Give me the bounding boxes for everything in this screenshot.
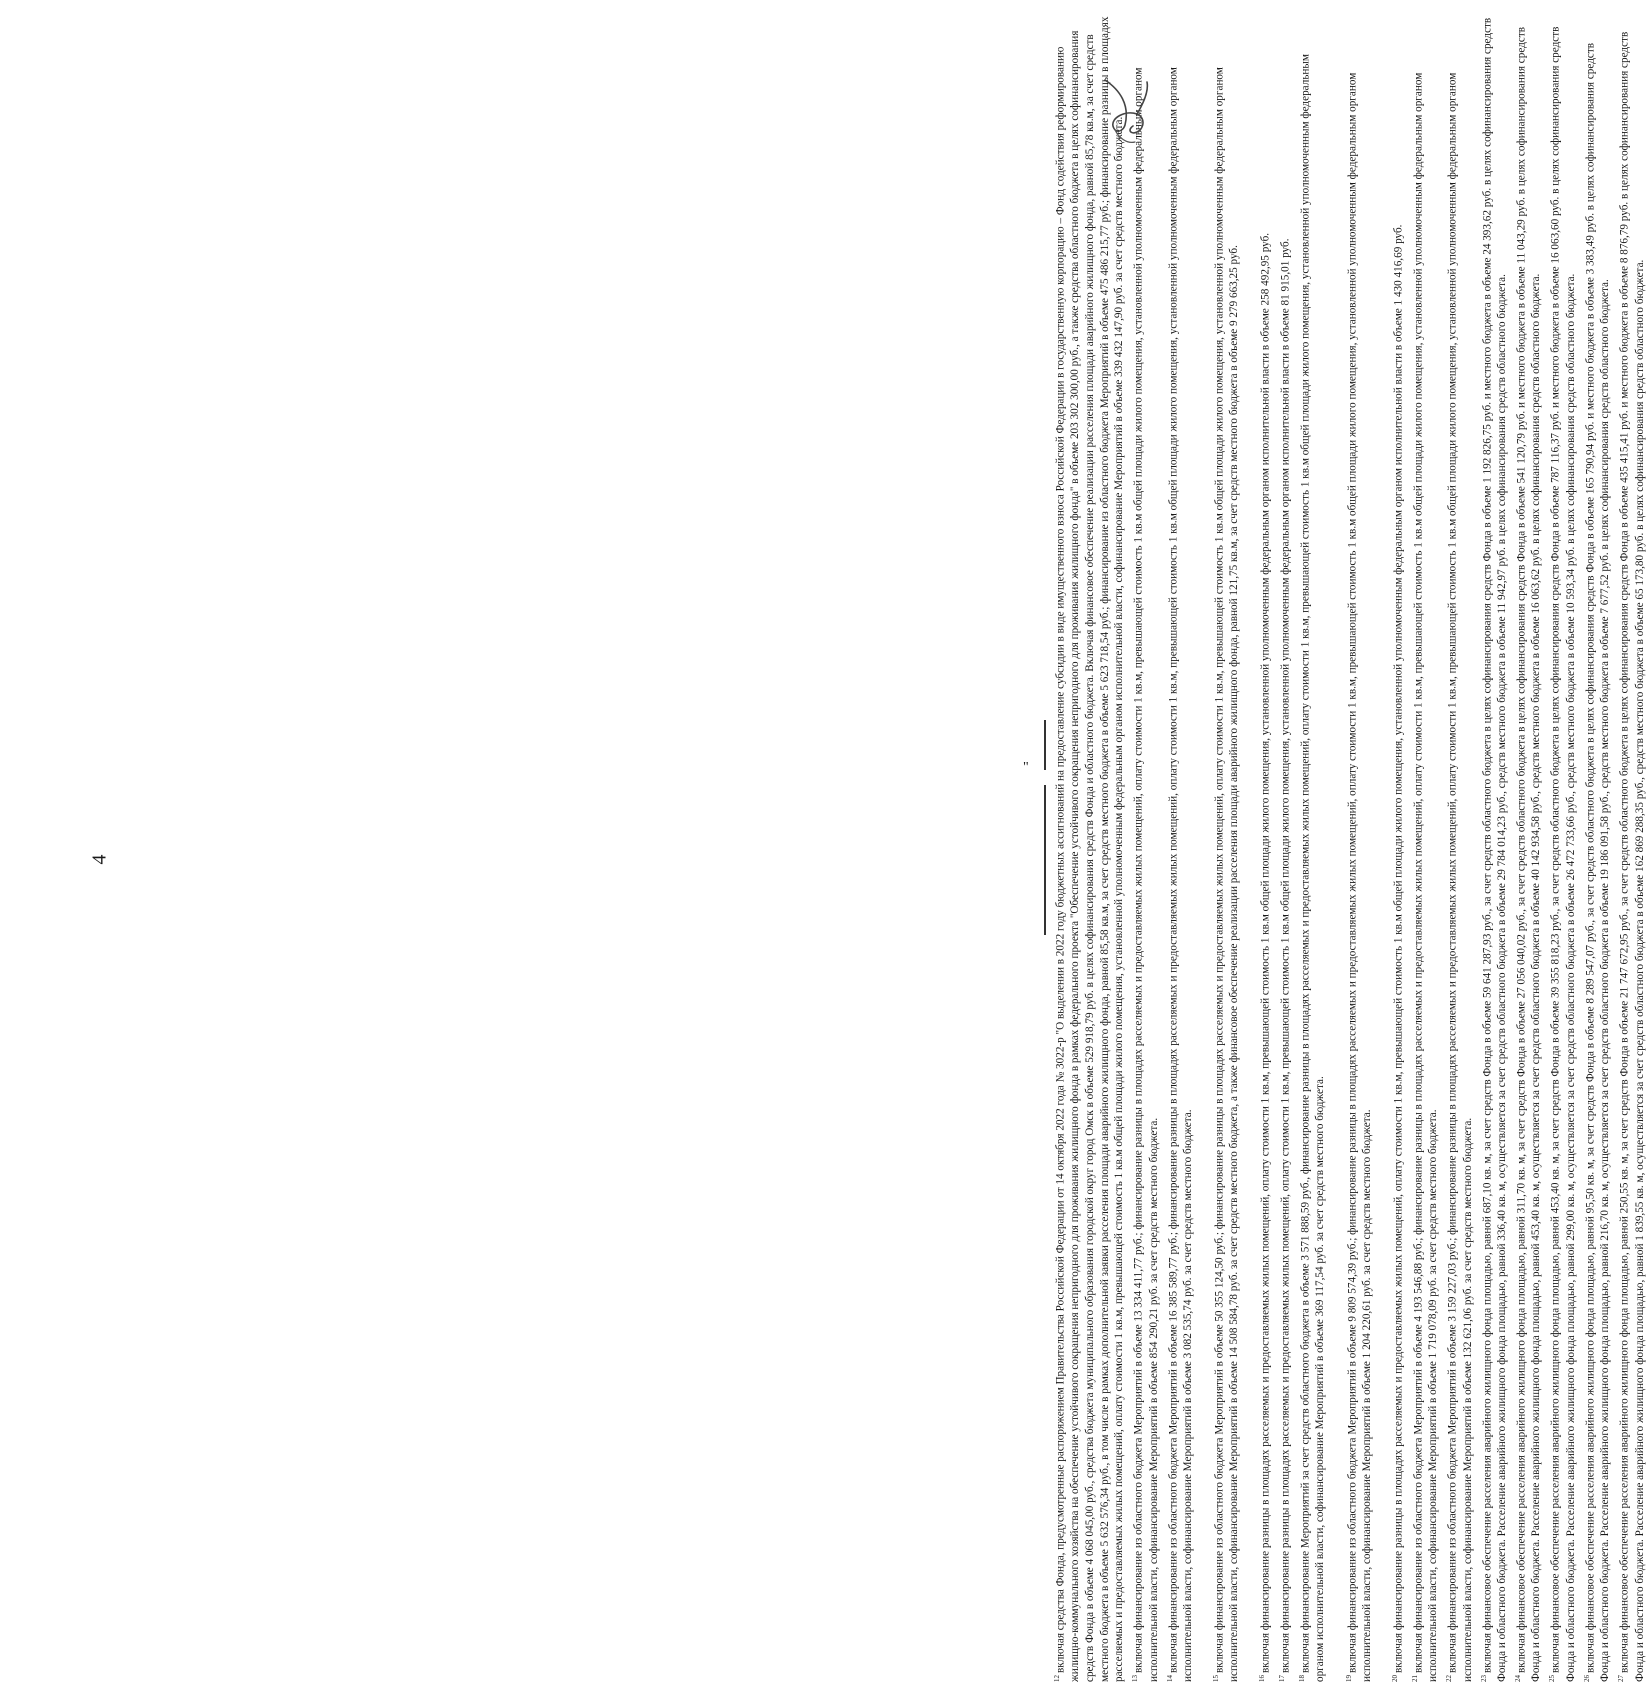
footnote-number: 18 <box>1298 1675 1307 1682</box>
footnote-text: включая финансирование из областного бюджета Мероприятий в объеме 9 809 574,39 руб.; финансирование разницы в площадях расселяемых и предоставляемых жилых помещений, оплату стоимости 1 кв.м, превышающей стоимость 1 кв.м общей площади жилого помещения, установленной уполномоченным федеральным органом исполнительной власти, софинансирование Мероприятий в объеме 1 204 220,61 руб. за счет средств местного бюджета. <box>1346 72 1373 1682</box>
footnote-number: 22 <box>1445 1675 1454 1682</box>
footnote-number: 13 <box>1131 1675 1140 1682</box>
footnote-number: 21 <box>1410 1675 1419 1682</box>
closing-quote-mark: " <box>1023 760 1029 775</box>
footnote-text: включая финансовое обеспечение расселения аварийного жилищного фонда площадью, равной 687,10 кв. м, за счет средств Фонда в объеме 59 641 287,93 руб., за счет средств областного бюджета в целях софинансирования средств Фонда в объеме 1 192 826,75 руб. и местного бюджета в объеме 24 393,62 руб. в целях софинансирования средств Фонда и областного бюджета. Расселение аварийного жилищного фонда площадью, равной 336,40 кв. м, осуществляется за счет средств областного бюджета в объеме 29 784 014,23 руб., средств местного бюджета в объеме 11 942,97 руб. в целях софинансирования средств областного бюджета. <box>1481 17 1508 1682</box>
footnote-number: 23 <box>1479 1675 1488 1682</box>
footnote-text: включая финансирование из областного бюджета Мероприятий в объеме 3 159 227,03 руб.; финансирование разницы в площадях расселяемых и предоставляемых жилых помещений, оплату стоимости 1 кв.м, превышающей стоимость 1 кв.м общей площади жилого помещения, установленной уполномоченным федеральным органом исполнительной власти, софинансирование Мероприятий в объеме 132 621,06 руб. за счет средств местного бюджета. <box>1446 72 1474 1682</box>
footnote-12 <box>1050 14 1127 1682</box>
footnote-text: включая финансовое обеспечение расселения аварийного жилищного фонда площадью, равной 250,55 кв. м, за счет средств Фонда в объеме 21 747 672,95 руб., за счет средств областного бюджета в целях софинансирования средств Фонда в объеме 435 415,41 руб. и местного бюджета в объеме 8 876,79 руб. в целях софинансирования средств Фонда и областного бюджета. Расселение аварийного жилищного фонда площадью, равной 1 839,55 кв. м, осуществляется за счет средств областного бюджета в объеме 162 869 288,35 руб., средств местного бюджета в объеме 65 173,80 руб. в целях софинансирования средств областного бюджета. <box>1619 31 1646 1682</box>
footnote-text: включая финансовое обеспечение расселения аварийного жилищного фонда площадью, равной 95,50 кв. м, за счет средств Фонда в объеме 8 289 547,07 руб., за счет средств областного бюджета в целях софинансирования средств Фонда в объеме 165 790,94 руб. и местного бюджета в объеме 3 383,49 руб. в целях софинансирования средств Фонда и областного бюджета. Расселение аварийного жилищного фонда площадью, равной 216,70 кв. м, осуществляется за счет средств областного бюджета в объеме 19 186 091,58 руб., средств местного бюджета в объеме 7 677,52 руб. в целях софинансирования средств областного бюджета. <box>1584 42 1612 1682</box>
footnote-23 <box>1477 14 1510 1682</box>
footnote-text: включая финансирование из областного бюджета Мероприятий в объеме 13 334 411,77 руб.; финансирование разницы в площадях расселяемых и предоставляемых жилых помещений, оплату стоимости 1 кв.м, превышающей стоимость 1 кв.м общей площади жилого помещения, установленной уполномоченным федеральным органом исполнительной власти, софинансирование Мероприятий в объеме 854 290,21 руб. за счет средств местного бюджета. <box>1132 67 1160 1682</box>
footnote-number: 14 <box>1165 1675 1174 1682</box>
footnote-text: включая финансирование разницы в площадях расселяемых и предоставляемых жилых помещений, оплату стоимости 1 кв.м, превышающей стоимость 1 кв.м общей площади жилого помещения, установленной уполномоченным федеральным органом исполнительной власти в объеме 258 492,95 руб. <box>1260 232 1273 1673</box>
footnote-number: 20 <box>1390 1675 1399 1682</box>
footnote-18 <box>1295 14 1328 1682</box>
footnote-17 <box>1275 14 1293 1682</box>
footnote-number: 17 <box>1278 1675 1287 1682</box>
footnote-26 <box>1580 14 1613 1682</box>
footnote-number: 16 <box>1258 1675 1267 1682</box>
separator-line-short <box>1044 720 1046 770</box>
footnote-text: включая финансирование разницы в площадях расселяемых и предоставляемых жилых помещений, оплату стоимости 1 кв.м, превышающей стоимость 1 кв.м общей площади жилого помещения, установленной уполномоченным федеральным органом исполнительной власти в объеме 1 430 416,69 руб. <box>1392 224 1405 1673</box>
footnote-20 <box>1388 14 1406 1682</box>
footnote-19 <box>1342 14 1375 1682</box>
footnote-text: включая финансирование из областного бюджета Мероприятий в объеме 16 385 589,77 руб.; финансирование разницы в площадях расселяемых и предоставляемых жилых помещений, оплату стоимости 1 кв.м, превышающей стоимость 1 кв.м общей площади жилого помещения, установленной уполномоченным федеральным органом исполнительной власти, софинансирование Мероприятий в объеме 3 082 535,74 руб. за счет средств местного бюджета. <box>1167 67 1194 1682</box>
footnote-24 <box>1511 14 1544 1682</box>
footnote-text: включая финансовое обеспечение расселения аварийного жилищного фонда площадью, равной 311,70 кв. м, за счет средств Фонда в объеме 27 056 040,02 руб., за счет средств областного бюджета в целях софинансирования средств Фонда в объеме 541 120,79 руб. и местного бюджета в объеме 11 043,29 руб. в целях софинансирования средств Фонда и областного бюджета. Расселение аварийного жилищного фонда площадью, равной 453,40 кв. м, осуществляется за счет средств областного бюджета в объеме 40 142 934,58 руб., средств местного бюджета в объеме 16 063,62 руб. в целях софинансирования средств областного бюджета. <box>1515 27 1543 1682</box>
footnote-text: включая финансирование разницы в площадях расселяемых и предоставляемых жилых помещений, оплату стоимости 1 кв.м, превышающей стоимость 1 кв.м общей площади жилого помещения, установленной уполномоченным федеральным органом исполнительной власти в объеме 81 915,01 руб. <box>1280 238 1293 1673</box>
footnote-14 <box>1163 14 1196 1682</box>
footnote-text: включая финансирование из областного бюджета Мероприятий в объеме 4 193 546,88 руб.; финансирование разницы в площадях расселяемых и предоставляемых жилых помещений, оплату стоимости 1 кв.м, превышающей стоимость 1 кв.м общей площади жилого помещения, установленной уполномоченным федеральным органом исполнительной власти, софинансирование Мероприятий в объеме 1 719 078,09 руб. за счет средств местного бюджета. <box>1412 72 1440 1682</box>
footnote-number: 26 <box>1582 1675 1591 1682</box>
separator-line-long <box>1044 785 1046 935</box>
footnotes-list <box>1050 14 1649 1682</box>
footnote-text: включая финансирование Мероприятий за счет средств областного бюджета в объеме 3 571 888,59 руб., финансирование разницы в площадях расселяемых и предоставляемых жилых помещений, оплату стоимости 1 кв.м, превышающей стоимость 1 кв.м общей площади жилого помещения, установленной уполномоченным федеральным органом исполнительной власти, софинансирование Мероприятий в объеме 369 117,54 руб. за счет средств местного бюджета. <box>1299 54 1327 1682</box>
footnote-15 <box>1209 14 1242 1682</box>
footnote-number: 27 <box>1617 1675 1626 1682</box>
footnote-number: 25 <box>1548 1675 1557 1682</box>
footnote-number: 12 <box>1053 1675 1061 1682</box>
footnote-text: включая финансовое обеспечение расселения аварийного жилищного фонда площадью, равной 453,40 кв. м, за счет средств Фонда в объеме 39 355 818,23 руб., за счет средств областного бюджета в целях софинансирования средств Фонда в объеме 787 116,37 руб. и местного бюджета в объеме 16 063,60 руб. в целях софинансирования средств Фонда и областного бюджета. Расселение аварийного жилищного фонда площадью, равной 299,00 кв. м, осуществляется за счет средств областного бюджета в объеме 26 472 733,66 руб., средств местного бюджета в объеме 10 593,34 руб. в целях софинансирования средств областного бюджета. <box>1550 26 1577 1682</box>
signature-mark <box>1075 70 1165 150</box>
footnote-22 <box>1442 14 1475 1682</box>
page-number: 4 <box>88 854 111 865</box>
footnote-number: 15 <box>1212 1675 1221 1682</box>
footnote-16 <box>1255 14 1273 1682</box>
footnote-13 <box>1128 14 1161 1682</box>
footnote-text: включая финансирование из областного бюджета Мероприятий в объеме 50 355 124,50 руб.; финансирование разницы в площадях расселяемых и предоставляемых жилых помещений, оплату стоимости 1 кв.м, превышающей стоимость 1 кв.м общей площади жилого помещения, установленной уполномоченным федеральным органом исполнительной власти, софинансирование Мероприятий в объеме 14 508 584,78 руб. за счет средств местного бюджета, а также финансовое обеспечение реализации расселения площади аварийного жилищного фонда, равной 121,75 кв.м, за счет средств местного бюджета в объеме 9 279 663,25 руб. <box>1213 67 1241 1682</box>
footnote-number: 19 <box>1344 1675 1353 1682</box>
footnote-text: включая средства Фонда, предусмотренные распоряжением Правительства Российской Федерации от 14 октября 2022 года № 3022-р "О выделении в 2022 году бюджетных ассигнований на предоставление субсидии в виде имущественного взноса Российской Федерации в государственную корпорацию – Фонд содействия реформированию жилищно-коммунального хозяйства на обеспечение устойчивого сокращения непригодного для проживания жилищного фонда в рамках федерального проекта "Обеспечение устойчивого сокращения непригодного для проживания жилищного фонда" в объеме 203 302 300,00 руб., а также средства областного бюджета в целях софинансирования средств Фонда в объеме 4 068 045,00 руб., средства бюджета муниципального образования городской округ город Омск в объеме 529 918,79 руб. в целях софинансирования средств Фонда и областного бюджета. Включая финансовое обеспечение реализации расселения площади аварийного жилищного фонда, равной 85,78 кв.м, за счет средств местного бюджета в объеме 5 632 576,34 руб., в том числе в рамках дополнительной заявки расселения площади аварийного жилищного фонда, равной 85,58 кв.м, за счет средств местного бюджета в объеме 5 623 718,54 руб.; финансирование из областного бюджета Мероприятий в объеме 475 486 215,77 руб.; финансирование разницы в площадях расселяемых и предоставляемых жилых помещений, оплату стоимости 1 кв.м, превышающей стоимость 1 кв.м общей площади жилого помещения, установленной уполномоченным федеральным органом исполнительной власти, софинансирование Мероприятий в объеме 339 432 147,90 руб. за счет средств местного бюджета. <box>1054 16 1126 1682</box>
footnote-21 <box>1408 14 1441 1682</box>
footnote-number: 24 <box>1514 1675 1523 1682</box>
footnote-25 <box>1545 14 1578 1682</box>
footnote-27 <box>1614 14 1647 1682</box>
